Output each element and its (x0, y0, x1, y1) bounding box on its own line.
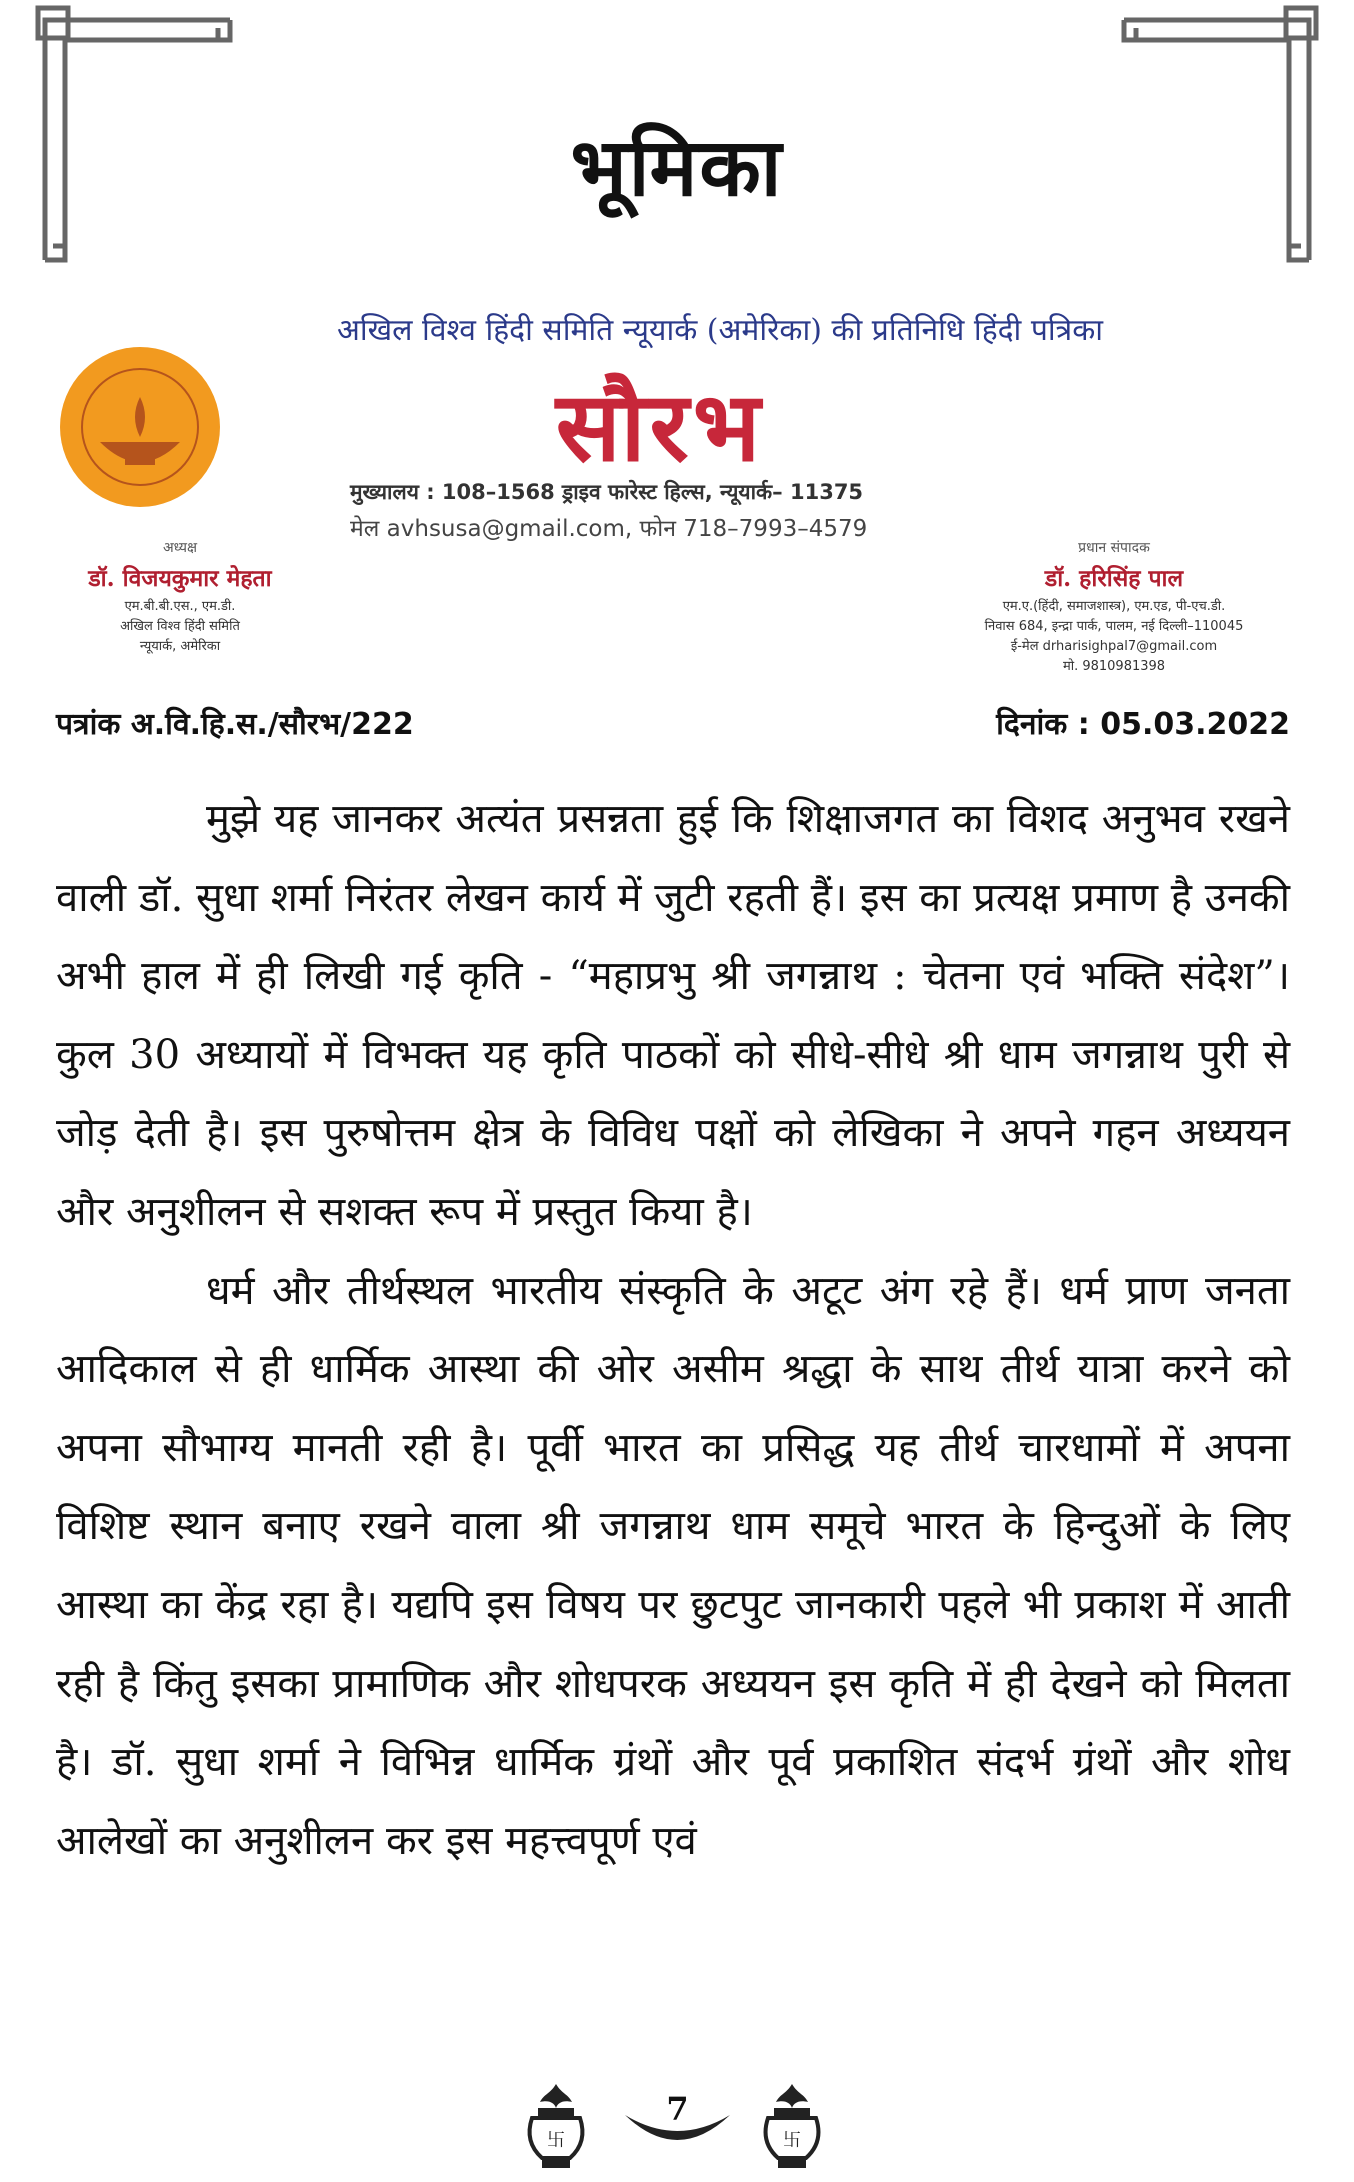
contact-info: मेल avhsusa@gmail.com, फोन 718–7993–4579 (350, 516, 868, 542)
letterhead-tagline: अखिल विश्व हिंदी समिति न्यूयार्क (अमेरिका) की प्रतिनिधि हिंदी पत्रिका (336, 313, 1104, 348)
page-footer (0, 2075, 1354, 2175)
headquarters-address: मुख्यालय : 108–1568 ड्राइव फारेस्ट हिल्स, न्यूयार्क– 11375 (350, 480, 864, 504)
kalash-icon (520, 2080, 592, 2172)
page-number: 7 (666, 2090, 689, 2128)
reference-date: दिनांक : 05.03.2022 (996, 707, 1290, 742)
paragraph-2: धर्म और तीर्थस्थल भारतीय संस्कृति के अटूट अंग रहे हैं। धर्म प्राण जनता आदिकाल से ही धार्मिक आस्था की ओर असीम श्रद्धा के साथ तीर्थ यात्रा करने को अपना सौभाग्य मानती रही है। पूर्वी भारत का प्रसिद्ध यह तीर्थ चारधामों में अपना विशिष्ट स्थान बनाए रखने वाला श्री जगन्नाथ धाम समूचे भारत के हिन्दुओं के लिए आस्था का केंद्र रहा है। यद्यपि इस विषय पर छुटपुट जानकारी पहले भी प्रकाश में आती रही है किंतु इसका प्रामाणिक और शोधपरक अध्ययन इस कृति में ही देखने को मिलता है। डॉ. सुधा शर्मा ने विभिन्न धार्मिक ग्रंथों और पूर्व प्रकाशित संदर्भ ग्रंथों और शोध आलेखों का अनुशीलन कर इस महत्त्वपूर्ण एवं (56, 1267, 1290, 1864)
svg-text:卐: 卐 (783, 2130, 801, 2151)
editor-address: निवास 684, इन्द्रा पार्क, पालम, नई दिल्ली–110045 (984, 619, 1244, 634)
magazine-brand: सौरभ (555, 370, 765, 483)
page-title: भूमिका (570, 120, 784, 214)
editor-role: प्रधान संपादक (1078, 540, 1150, 556)
reference-number: पत्रांक अ.वि.हि.स./सौरभ/222 (56, 707, 414, 742)
editor-degrees: एम.ए.(हिंदी, समाजशास्त्र), एम.एड, पी-एच.डी. (1002, 599, 1226, 614)
kalash-icon (756, 2080, 828, 2172)
president-block (50, 538, 310, 657)
letterhead (50, 300, 1304, 690)
editor-mobile: मो. 9810981398 (1062, 659, 1166, 674)
president-org-line1: अखिल विश्व हिंदी समिति (120, 619, 240, 634)
editor-block (924, 538, 1304, 677)
lamp-logo-icon (55, 342, 225, 512)
svg-text:卐: 卐 (547, 2130, 565, 2151)
president-name: डॉ. विजयकुमार मेहता (88, 565, 272, 592)
editor-email: ई-मेल drharisighpal7@gmail.com (1010, 639, 1218, 654)
body-text (56, 780, 1290, 1880)
president-degrees: एम.बी.बी.एस., एम.डी. (124, 599, 236, 614)
president-role: अध्यक्ष (162, 540, 198, 556)
paragraph-1: मुझे यह जानकर अत्यंत प्रसन्नता हुई कि शिक्षाजगत का विशद अनुभव रखने वाली डॉ. सुधा शर्मा निरंतर लेखन कार्य में जुटी रहती हैं। इस का प्रत्यक्ष प्रमाण है उनकी अभी हाल में ही लिखी गई कृति - “महाप्रभु श्री जगन्नाथ : चेतना एवं भक्ति संदेश”। कुल 30 अध्यायों में विभक्त यह कृति पाठकों को सीधे-सीधे श्री धाम जगन्नाथ पुरी से जोड़ देती है। इस पुरुषोत्तम क्षेत्र के विविध पक्षों को लेखिका ने अपने गहन अध्ययन और अनुशीलन से सशक्त रूप में प्रस्तुत किया है। (56, 796, 1290, 1235)
president-org-line2: न्यूयार्क, अमेरिका (139, 639, 221, 654)
page-number-ornament (620, 2075, 735, 2155)
editor-name: डॉ. हरिसिंह पाल (1044, 565, 1184, 592)
